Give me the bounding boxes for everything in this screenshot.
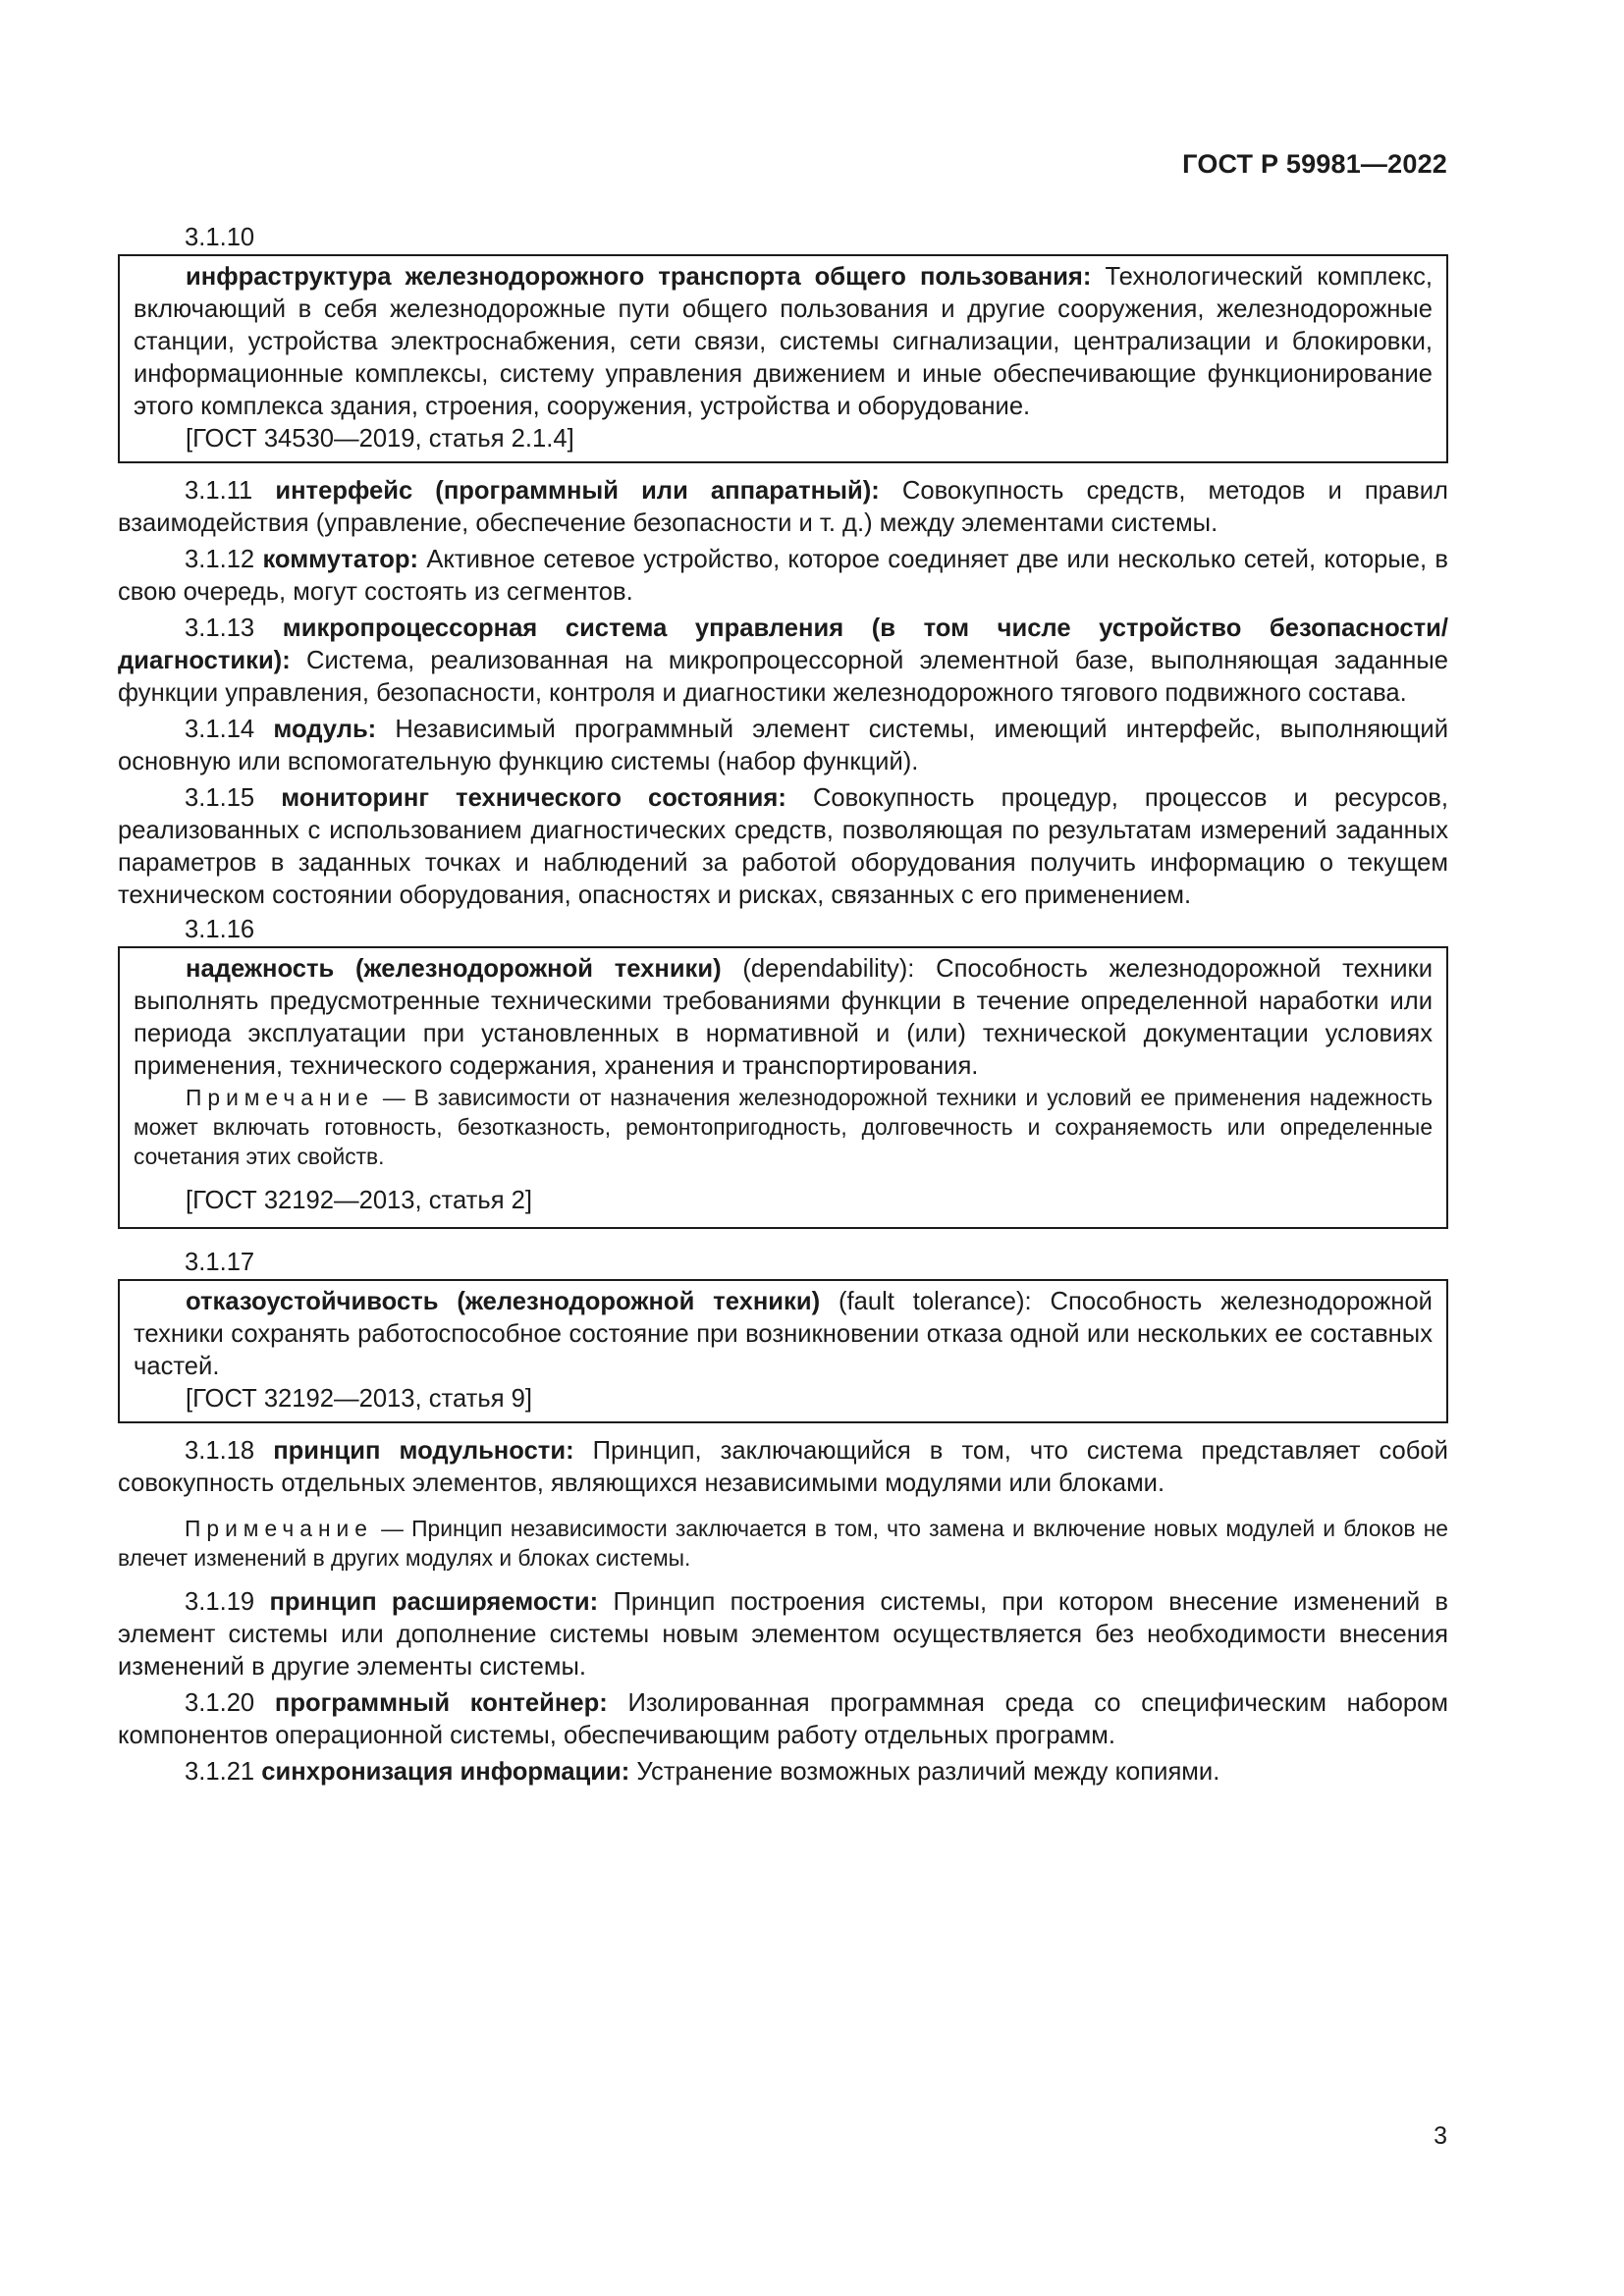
term: надежность (железнодорожной техники) [186, 955, 722, 983]
entry-number: 3.1.15 [185, 784, 255, 812]
definition: Принцип построения системы, при котором внесение изменений в элемент системы или дополнение системы новым элементом осуществляется без необходимости внесения изменений в другие элементы системы. [118, 1588, 1448, 1681]
definition-box [118, 254, 1448, 463]
entry-number: 3.1.16 [185, 916, 255, 943]
definition-paragraph [118, 1586, 1448, 1683]
definition: Способность железнодорожной техники сохранять работоспособное состояние при возникновении отказа одной или нескольких ее составных частей. [134, 1288, 1433, 1380]
english-term: (dependability): [742, 955, 915, 983]
definition: Активное сетевое устройство, которое соединяет две или несколько сетей, которые, в свою очередь, могут состоять из сегментов. [118, 546, 1448, 606]
definition: Технологический комплекс, включающий в себя железнодорожные пути общего пользования и другие сооружения, железнодорожные станции, устройства электроснабжения, сети связи, системы сигнализации, централизации и блокировки, информационные комплексы, систему управления движением и иные обеспечивающие функционирование этого комплекса здания, строения, сооружения, устройства и оборудование. [134, 263, 1433, 420]
term: отказоустойчивость (железнодорожной техники) [186, 1288, 821, 1315]
definition-paragraph [118, 1687, 1448, 1752]
note-text: — Принцип независимости заключается в том, что замена и включение новых модулей и блоков не влечет изменений в других модулях и блоках системы. [118, 1516, 1448, 1571]
term: модуль: [273, 716, 377, 743]
english-term: (fault tolerance): [838, 1288, 1032, 1315]
definition-paragraph [118, 714, 1448, 778]
definition-text [134, 261, 1433, 423]
entry-number: 3.1.21 [185, 1758, 255, 1786]
entry-number: 3.1.12 [185, 546, 255, 573]
definition: Принцип, заключающийся в том, что система представляет собой совокупность отдельных элементов, являющихся независимыми модулями или блоками. [118, 1437, 1448, 1497]
entry-number: 3.1.11 [185, 477, 253, 505]
entry-number: 3.1.13 [185, 614, 255, 642]
definition: Совокупность процедур, процессов и ресурсов, реализованных с использованием диагностических средств, позволяющая по результатам измерений заданных параметров в заданных точках и наблюдений за работой оборудования получить информацию о текущем техническом состоянии оборудования, опасностях и рисках, связанных с его применением. [118, 784, 1448, 909]
entry-number: 3.1.10 [185, 224, 255, 251]
definition-box [118, 946, 1448, 1229]
definition-paragraph [118, 782, 1448, 912]
entry-number: 3.1.19 [185, 1588, 255, 1616]
entry-number: 3.1.14 [185, 716, 255, 743]
note [134, 1083, 1433, 1171]
definition: Способность железнодорожной техники выполнять предусмотренные техническими требованиями функции в течение определенной наработки или периода эксплуатации при установленных в нормативной и (или) технической документации условиях применения, технического содержания, хранения и транспортирования. [134, 955, 1433, 1080]
definition: Независимый программный элемент системы, имеющий интерфейс, выполняющий основную или вспомогательную функцию системы (набор функций). [118, 716, 1448, 775]
term: инфраструктура железнодорожного транспорта общего пользования: [186, 263, 1092, 291]
entry-number: 3.1.18 [185, 1437, 255, 1465]
term: программный контейнер: [274, 1689, 608, 1717]
definition-paragraph [118, 475, 1448, 540]
term: мониторинг технического состояния: [281, 784, 786, 812]
definition-paragraph [118, 613, 1448, 710]
note [118, 1514, 1448, 1573]
definition: Система, реализованная на микропроцессорной элементной базе, выполняющая заданные функции управления, безопасности, контроля и диагностики железнодорожного тягового подвижного состава. [118, 647, 1448, 707]
definition: Изолированная программная среда со специфическим набором компонентов операционной системы, обеспечивающим работу отдельных программ. [118, 1689, 1448, 1749]
term: принцип модульности: [273, 1437, 574, 1465]
definition-text [134, 953, 1433, 1083]
definition-paragraph [118, 1435, 1448, 1500]
term: синхронизация информации: [261, 1758, 630, 1786]
definition: Устранение возможных различий между копиями. [636, 1758, 1220, 1786]
entry-number: 3.1.20 [185, 1689, 255, 1717]
definition-paragraph [118, 544, 1448, 609]
source-reference: [ГОСТ 34530—2019, статья 2.1.4] [186, 425, 574, 453]
note-label: Примечание [186, 1085, 374, 1110]
definition-text [134, 1286, 1433, 1383]
definition: Совокупность средств, методов и правил взаимодействия (управление, обеспечение безопасности и т. д.) между элементами системы. [118, 477, 1448, 537]
document-code: ГОСТ Р 59981—2022 [1182, 149, 1447, 179]
note-label: Примечание [185, 1516, 373, 1541]
definition-box [118, 1279, 1448, 1423]
term: коммутатор: [262, 546, 419, 573]
term: принцип расширяемости: [269, 1588, 599, 1616]
page-number: 3 [1434, 2122, 1447, 2150]
source-reference: [ГОСТ 32192—2013, статья 2] [186, 1187, 533, 1214]
term: микропроцессорная система управления (в том числе устройство безопасности/диагностики): [118, 614, 1448, 674]
term: интерфейс (программный или аппаратный): [275, 477, 880, 505]
definition-paragraph [118, 1756, 1448, 1789]
document-body [118, 222, 1448, 1789]
entry-number: 3.1.17 [185, 1249, 255, 1276]
note-text: — В зависимости от назначения железнодорожной техники и условий ее применения надежность может включать готовность, безотказность, ремонтопригодность, долговечность и сохраняемость или определенные сочетания этих свойств. [134, 1085, 1433, 1169]
source-reference: [ГОСТ 32192—2013, статья 9] [186, 1385, 533, 1413]
